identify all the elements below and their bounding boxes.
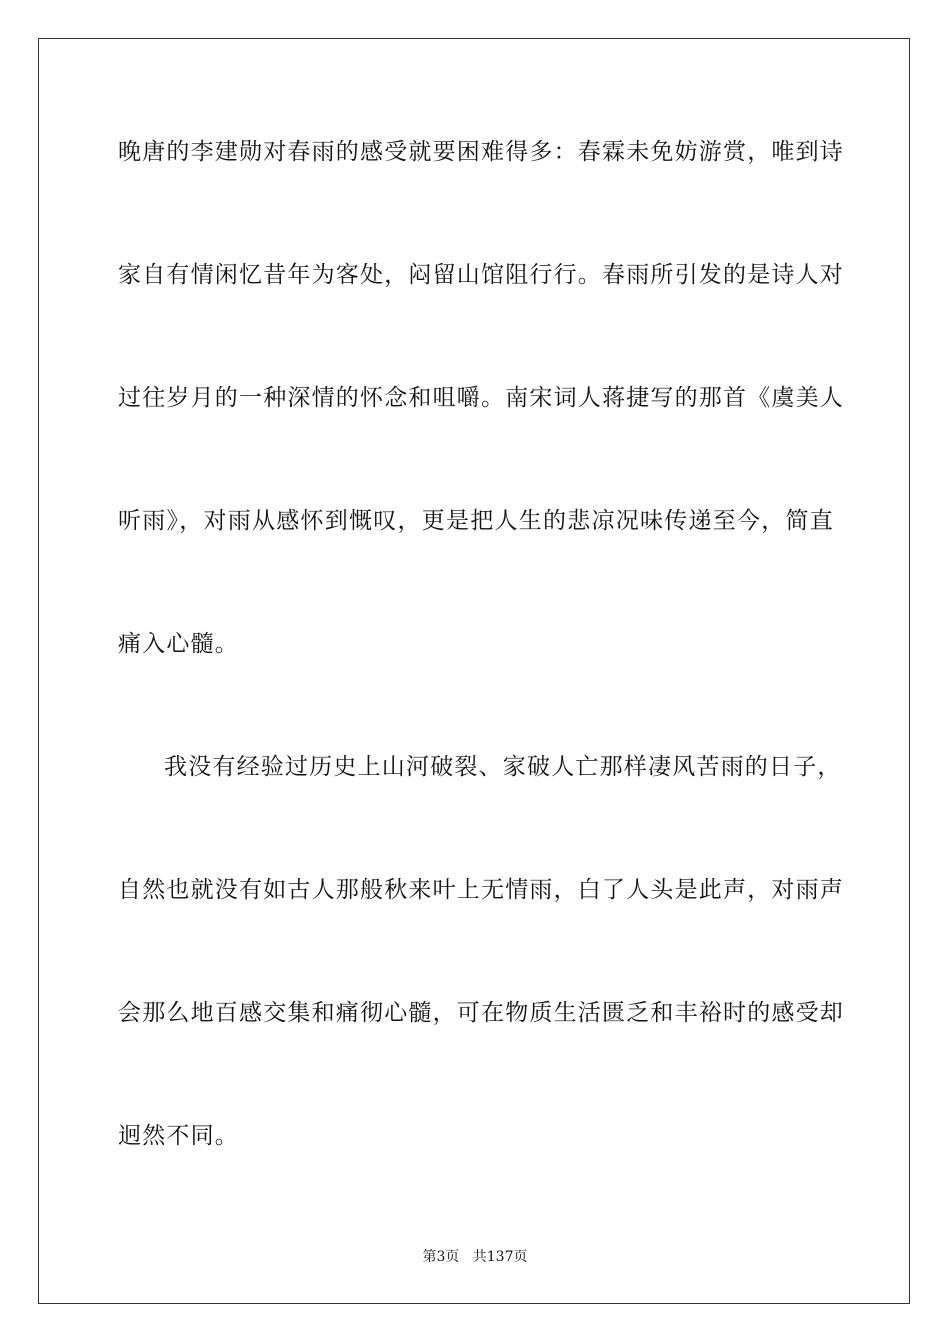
paragraph-1-line-2: 家自有情闲忆昔年为客处，闷留山馆阻行行。春雨所引发的是诗人对	[118, 262, 844, 288]
paragraph-2-line-1: 我没有经验过历史上山河破裂、家破人亡那样凄风苦雨的日子，	[164, 754, 842, 780]
paragraph-2-line-4: 迥然不同。	[118, 1123, 239, 1149]
paragraph-1-line-3: 过往岁月的一种深情的怀念和咀嚼。南宋词人蒋捷写的那首《虞美人	[118, 385, 844, 411]
page-footer	[0, 1248, 950, 1266]
page-number: 第3页	[422, 1249, 460, 1265]
paragraph-1-line-5: 痛入心髓。	[118, 631, 239, 657]
paragraph-2-line-3: 会那么地百感交集和痛彻心髓，可在物质生活匮乏和丰裕时的感受却	[118, 1000, 844, 1026]
total-pages: 共137页	[472, 1249, 528, 1265]
paragraph-2-line-2: 自然也就没有如古人那般秋来叶上无情雨，白了人头是此声，对雨声	[118, 877, 844, 903]
footer-spacer	[459, 1249, 472, 1265]
paragraph-1-line-1: 晚唐的李建勋对春雨的感受就要困难得多：春霖未免妨游赏，唯到诗	[118, 139, 844, 165]
paragraph-1-line-4: 听雨》，对雨从感怀到慨叹，更是把人生的悲凉况味传递至今，简直	[118, 508, 834, 534]
page-border	[38, 38, 910, 1304]
